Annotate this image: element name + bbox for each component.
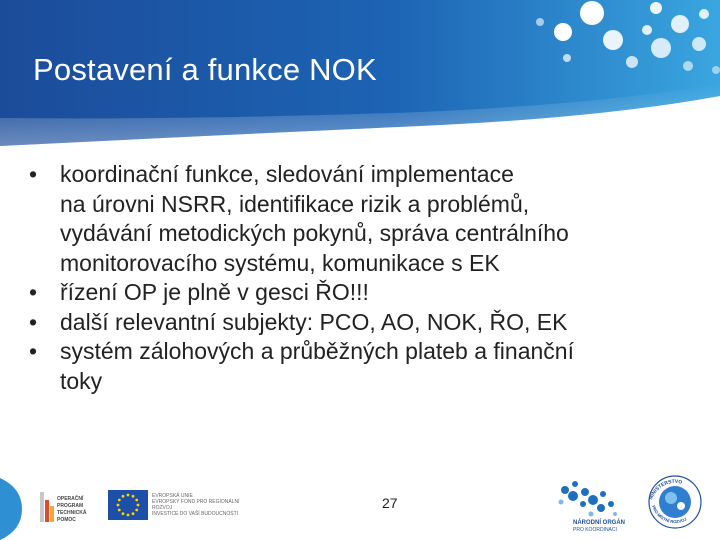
mmr-logo-line: MINISTERSTVO <box>648 478 683 501</box>
bullet-line: toky <box>60 367 103 394</box>
bullet-line: systém zálohových a průběžných plateb a finanční <box>60 338 574 364</box>
bullet-text: další relevantní subjekty: PCO, AO, NOK, ŘO, EK <box>60 308 568 335</box>
bullet-text: řízení OP je plně v gesci ŘO!!! <box>60 279 369 305</box>
bullet-marker: • <box>29 308 38 335</box>
nok-logo-line: PRO KOORDINACI <box>573 527 617 532</box>
bullet-line: vydávání metodických pokynů, správa centrálního <box>60 220 569 246</box>
op-logo-line: TECHNICKÁ <box>57 510 87 516</box>
mmr-logo <box>640 470 710 534</box>
bullet-item <box>29 337 709 396</box>
bullet-list <box>29 160 709 396</box>
bullet-line: na úrovni NSRR, identifikace rizik a problémů, <box>60 190 530 217</box>
eu-flag-icon <box>108 490 148 520</box>
bullet-line: koordinační funkce, sledování implementace <box>60 161 514 187</box>
bullet-item <box>29 308 709 338</box>
slide-title: Postavení a funkce NOK <box>33 52 377 87</box>
nok-logo <box>555 474 635 532</box>
bullet-marker: • <box>29 161 38 187</box>
bullet-marker: • <box>29 338 38 364</box>
op-logo-line: OPERAČNÍ <box>57 496 84 502</box>
op-logo-line: POMOC <box>57 517 76 522</box>
header-band <box>0 0 720 150</box>
bullet-item <box>29 160 709 278</box>
nok-logo-line: NÁRODNÍ ORGÁN <box>573 520 625 526</box>
eu-text-line: EVROPSKÁ UNIE <box>152 493 193 499</box>
footer-swoosh-graphic <box>0 478 24 540</box>
eu-text-line: EVROPSKÝ FOND PRO REGIONÁLNÍ ROZVOJ <box>152 499 240 511</box>
op-tp-logo <box>40 492 98 522</box>
bullet-line: monitorovacího systému, komunikace s EK <box>60 249 500 276</box>
bullet-item <box>29 278 709 308</box>
page-number: 27 <box>382 495 398 511</box>
eu-text-line: INVESTICE DO VAŠÍ BUDOUCNOSTI <box>152 511 239 517</box>
op-logo-line: PROGRAM <box>57 503 84 509</box>
mmr-logo-line: PRO MÍSTNÍ ROZVOJ <box>651 504 688 525</box>
bullet-marker: • <box>29 279 38 305</box>
eu-logo-text <box>152 493 252 517</box>
